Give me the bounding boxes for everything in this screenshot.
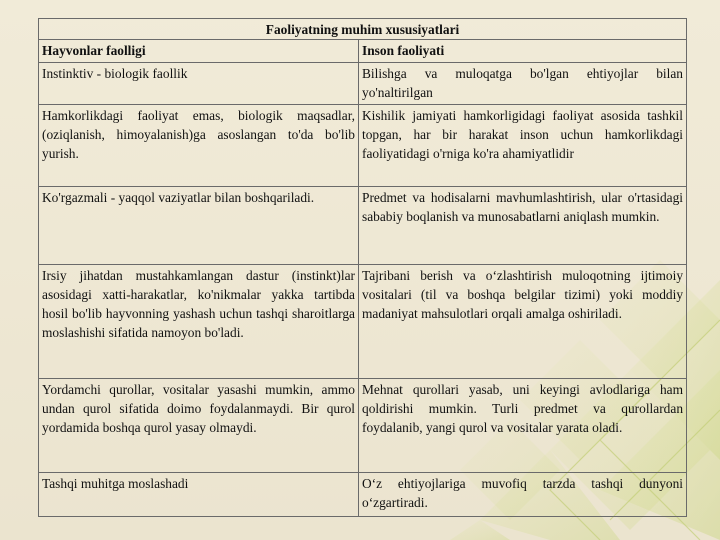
human-cell: Kishilik jamiyati hamkorligidagi faoliyat asosida tashkil topgan, har bir harakat inson uchun hamkorlikdagi faoliyatidagi o'rniga ko'ra ahamiyatlidir [359, 105, 687, 187]
animal-cell: Yordamchi qurollar, vositalar yasashi mumkin, ammo undan qurol sifatida doimo foydalanmaydi. Bir qurol yordamida boshqa qurol yasay olmaydi. [39, 379, 359, 473]
animal-cell: Hamkorlikdagi faoliyat emas, biologik maqsadlar, (oziqlanish, himoyalanish)ga asoslangan to'da bo'lib yurish. [39, 105, 359, 187]
table-row [39, 265, 687, 379]
header-human-activity: Inson faoliyati [359, 40, 687, 63]
comparison-table [38, 18, 687, 517]
animal-cell: Irsiy jihatdan mustahkamlangan dastur (instinkt)lar asosidagi xatti-harakatlar, ko'nikmalar yakka tartibda hosil bo'lib hayvonning yashash uchun tashqi sharoitlarga moslashishi sifatida namoyon bo'ladi. [39, 265, 359, 379]
human-cell: Predmet va hodisalarni mavhumlashtirish, ular o'rtasidagi sababiy boqlanish va munosabatlarni aniqlash mumkin. [359, 187, 687, 265]
human-cell: Bilishga va muloqatga bo'lgan ehtiyojlar bilan yo'naltirilgan [359, 63, 687, 105]
header-animal-activity: Hayvonlar faolligi [39, 40, 359, 63]
table-row [39, 379, 687, 473]
table-row [39, 473, 687, 517]
human-cell: Oʻz ehtiyojlariga muvofiq tarzda tashqi dunyoni oʻzgartiradi. [359, 473, 687, 517]
table-header-row [39, 40, 687, 63]
animal-cell: Tashqi muhitga moslashadi [39, 473, 359, 517]
animal-cell: Ko'rgazmali - yaqqol vaziyatlar bilan boshqariladi. [39, 187, 359, 265]
human-cell: Mehnat qurollari yasab, uni keyingi avlodlariga ham qoldirishi mumkin. Turli predmet va qurollardan foydalanib, yangi qurol va vositalar yarata oladi. [359, 379, 687, 473]
table-row [39, 187, 687, 265]
table-title-row [39, 19, 687, 40]
table-title: Faoliyatning muhim xususiyatlari [39, 19, 687, 40]
table-row [39, 105, 687, 187]
human-cell: Tajribani berish va oʻzlashtirish muloqotning ijtimoiy vositalari (til va boshqa belgilar tizimi) yoki moddiy madaniyat mahsulotlari orqali amalga oshiriladi. [359, 265, 687, 379]
table-row [39, 63, 687, 105]
animal-cell: Instinktiv - biologik faollik [39, 63, 359, 105]
